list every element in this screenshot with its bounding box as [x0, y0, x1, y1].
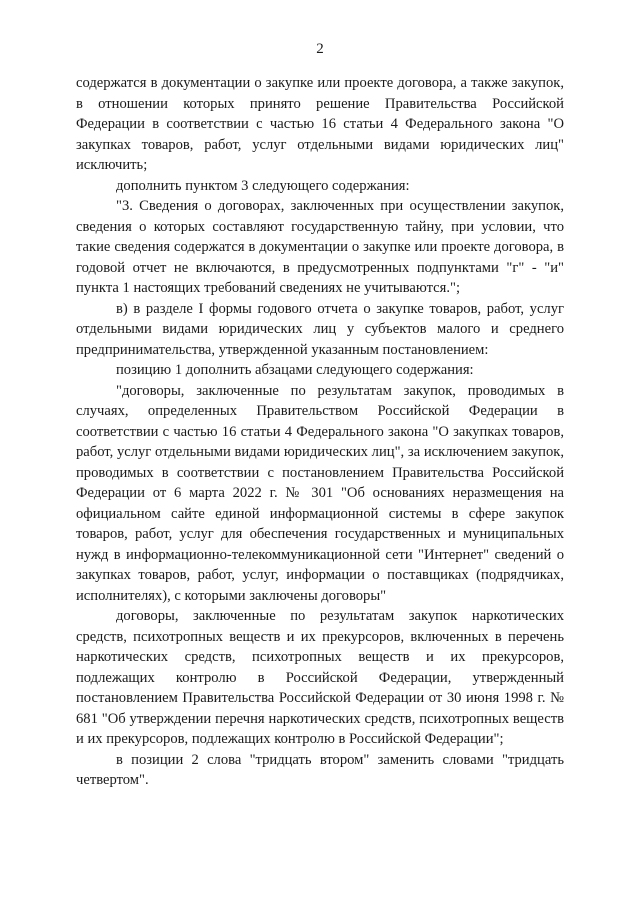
document-body — [76, 73, 564, 791]
paragraph-add-item-3: дополнить пунктом 3 следующего содержания: — [116, 177, 410, 194]
page-number: 2 — [316, 41, 324, 57]
paragraph-excluded-purchases: содержатся в документации о закупке или проекте договора, а также закупок, в отношении которых принято решение Правительства Российской Федерации в соответствии с частью 16 статьи 4 Федерального закона "О закупках товаров, работ, услуг отдельными видами юридических лиц" исключить; — [76, 75, 564, 173]
paragraph-position-1-add: позицию 1 дополнить абзацами следующего содержания: — [116, 362, 474, 378]
paragraph-item-3-text: "3. Сведения о договорах, заключенных при осуществлении закупок, сведения о которых составляют государственную тайну, при условии, что такие сведения содержатся в документации о закупке или проекте договора, в годовой отчет не включаются, в предусмотренных подпунктами "г" - "и" пункта 1 настоящих требований сведениях не учитываются."; — [76, 198, 564, 296]
paragraph-position-2-replace: в позиции 2 слова "тридцать втором" заменить словами "тридцать четвертом". — [76, 751, 564, 788]
paragraph-contracts-government-cases: "договоры, заключенные по результатам закупок, проводимых в случаях, определенных Правительством Российской Федерации в соответствии с частью 16 статьи 4 Федерального закона "О закупках товаров, работ, услуг отдельными видами юридических лиц", за исключением закупок, проводимых в соответствии с постановлением Правительства Российской Федерации от 6 марта 2022 г. № 301 "Об основаниях неразмещения на официальном сайте единой информационной системы в сфере закупок товаров, работ, услуг для обеспечения государственных и муниципальных нужд в информационно-телекоммуникационной сети "Интернет" сведений о закупках товаров, работ, услуг, информации о поставщиках (подрядчиках, исполнителях), с которыми заключены договоры" — [76, 382, 564, 604]
paragraph-contracts-narcotics: договоры, заключенные по результатам закупок наркотических средств, психотропных веществ и их прекурсоров, включенных в перечень наркотических средств, психотропных веществ и их прекурсоров, подлежащих контролю в Российской Федерации, утвержденный постановлением Правительства Российской Федерации от 30 июня 1998 г. № 681 "Об утверждении перечня наркотических средств, психотропных веществ и их прекурсоров, подлежащих контролю в Российской Федерации"; — [76, 608, 564, 747]
paragraph-section-i-form: в) в разделе I формы годового отчета о закупке товаров, работ, услуг отдельными видами юридических лиц у субъектов малого и среднего предпринимательства, утвержденной указанным постановлением: — [76, 300, 564, 358]
